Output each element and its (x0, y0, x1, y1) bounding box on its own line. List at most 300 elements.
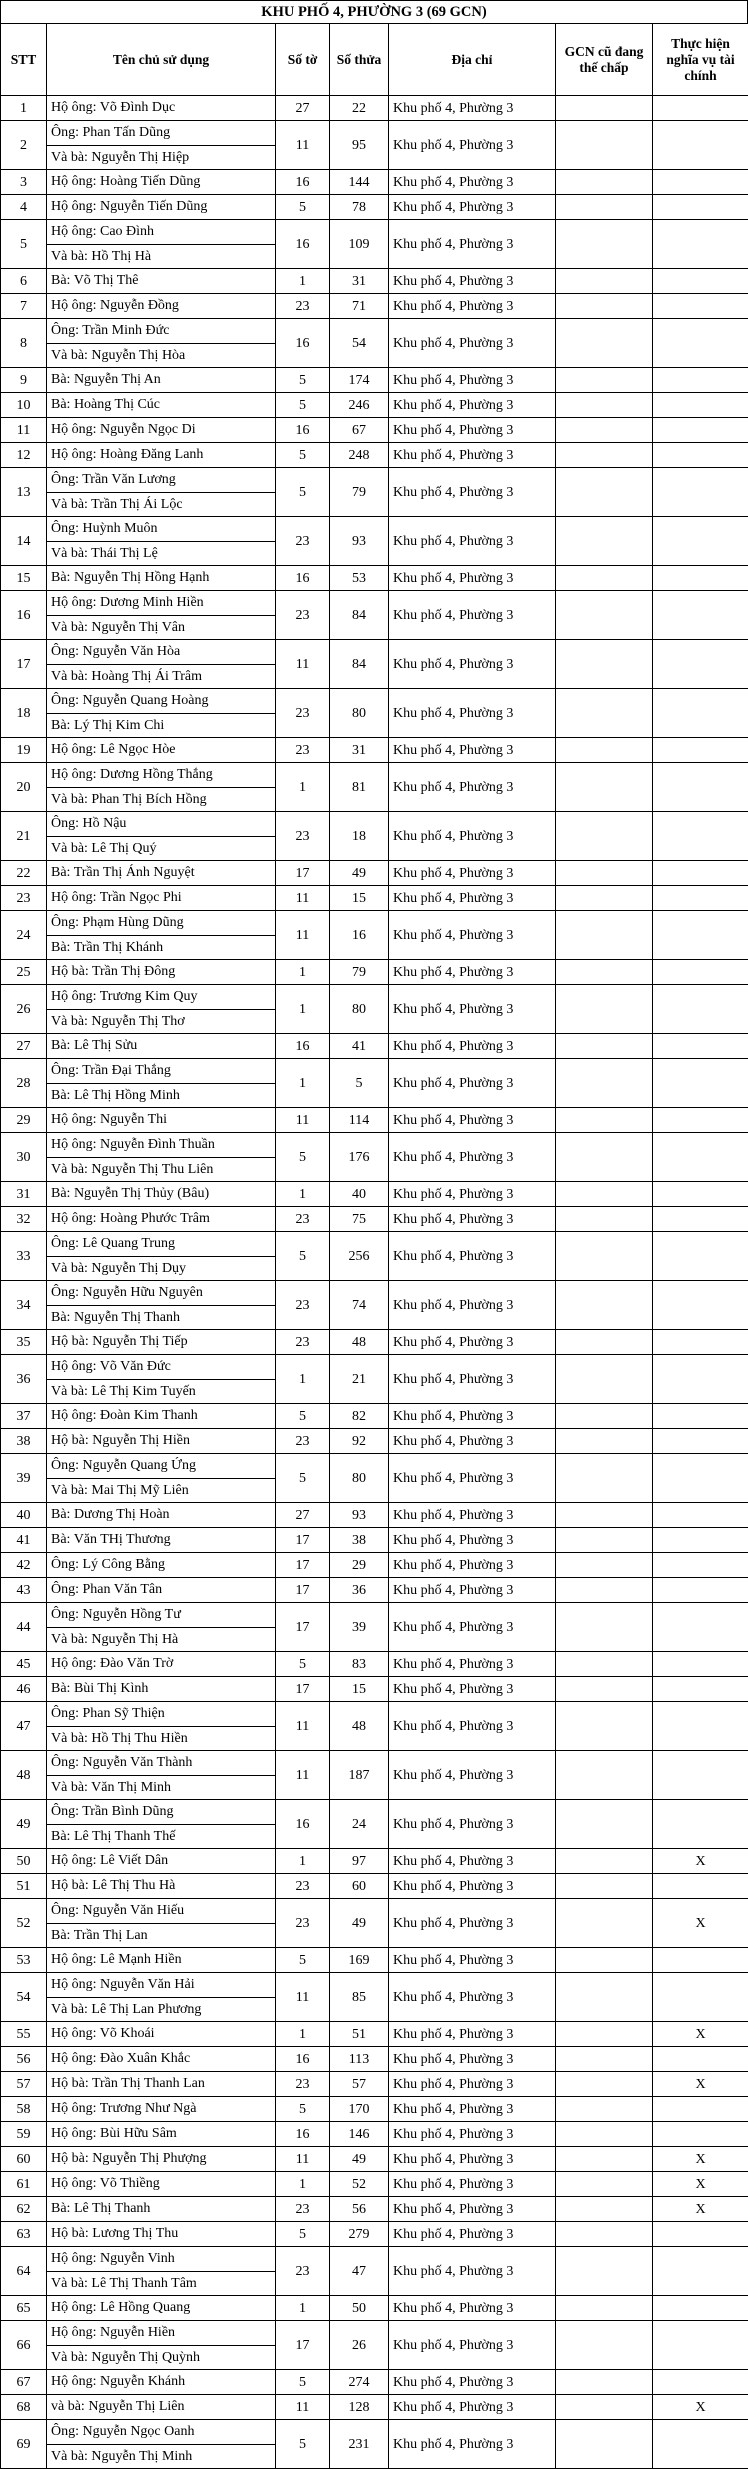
row-sheet-number: 27 (276, 96, 330, 121)
row-owner-names (47, 1603, 276, 1652)
row-plot-number: 75 (330, 1207, 389, 1232)
row-old-gcn-mortgaged (556, 170, 653, 195)
owner-name-line: Ông: Huỳnh Muôn (47, 517, 275, 541)
row-financial-obligation (653, 1133, 748, 1182)
row-owner-names (47, 2122, 276, 2147)
row-old-gcn-mortgaged (556, 1355, 653, 1404)
row-stt: 8 (1, 319, 47, 368)
row-financial-obligation (653, 1874, 748, 1899)
owner-name-line: Hộ ông: Lê Viết Dân (47, 1849, 275, 1873)
table-row (1, 121, 748, 170)
row-financial-obligation (653, 2047, 748, 2072)
row-plot-number: 78 (330, 195, 389, 220)
owner-name-line: Bà: Trần Thị Ánh Nguyệt (47, 861, 275, 885)
row-stt: 21 (1, 812, 47, 861)
row-financial-obligation (653, 1232, 748, 1281)
row-stt: 59 (1, 2122, 47, 2147)
row-stt: 62 (1, 2197, 47, 2222)
row-owner-names (47, 763, 276, 812)
row-sheet-number: 11 (276, 2147, 330, 2172)
row-address: Khu phố 4, Phường 3 (389, 2097, 556, 2122)
owner-name-line: Hộ ông: Lê Ngọc Hòe (47, 738, 275, 762)
row-sheet-number: 16 (276, 220, 330, 269)
row-plot-number: 5 (330, 1059, 389, 1108)
row-financial-obligation (653, 1948, 748, 1973)
row-financial-obligation (653, 1454, 748, 1503)
row-old-gcn-mortgaged (556, 1702, 653, 1751)
row-stt: 39 (1, 1454, 47, 1503)
owner-name-line: Bà: Lê Thị Thanh Thế (47, 1824, 275, 1848)
row-plot-number: 256 (330, 1232, 389, 1281)
header-owner-name: Tên chủ sử dụng (47, 24, 276, 96)
owner-name-line: Hộ ông: Võ Đình Dục (47, 96, 275, 120)
table-row (1, 1677, 748, 1702)
owner-name-line: Hộ ông: Trương Kim Quy (47, 985, 275, 1009)
row-owner-names (47, 1702, 276, 1751)
row-old-gcn-mortgaged (556, 2395, 653, 2420)
table-row (1, 2222, 748, 2247)
row-address: Khu phố 4, Phường 3 (389, 1059, 556, 1108)
row-stt: 20 (1, 763, 47, 812)
row-financial-obligation (653, 1034, 748, 1059)
row-plot-number: 85 (330, 1973, 389, 2022)
row-plot-number: 60 (330, 1874, 389, 1899)
row-address: Khu phố 4, Phường 3 (389, 2122, 556, 2147)
row-plot-number: 146 (330, 2122, 389, 2147)
row-address: Khu phố 4, Phường 3 (389, 1108, 556, 1133)
row-plot-number: 84 (330, 640, 389, 689)
row-address: Khu phố 4, Phường 3 (389, 517, 556, 566)
row-address: Khu phố 4, Phường 3 (389, 2072, 556, 2097)
row-financial-obligation (653, 368, 748, 393)
row-plot-number: 39 (330, 1603, 389, 1652)
owner-name-line: Và bà: Nguyễn Thị Vân (47, 615, 275, 639)
row-stt: 27 (1, 1034, 47, 1059)
row-address: Khu phố 4, Phường 3 (389, 2321, 556, 2370)
table-row (1, 640, 748, 689)
row-plot-number: 57 (330, 2072, 389, 2097)
row-address: Khu phố 4, Phường 3 (389, 591, 556, 640)
row-address: Khu phố 4, Phường 3 (389, 368, 556, 393)
owner-name-line: Hộ ông: Hoàng Đăng Lanh (47, 443, 275, 467)
row-plot-number: 52 (330, 2172, 389, 2197)
row-plot-number: 29 (330, 1553, 389, 1578)
row-plot-number: 48 (330, 1330, 389, 1355)
row-address: Khu phố 4, Phường 3 (389, 1404, 556, 1429)
row-stt: 22 (1, 861, 47, 886)
row-stt: 26 (1, 985, 47, 1034)
row-owner-names (47, 1281, 276, 1330)
row-plot-number: 144 (330, 170, 389, 195)
row-plot-number: 36 (330, 1578, 389, 1603)
row-financial-obligation (653, 393, 748, 418)
owner-name-line: Bà: Trần Thị Khánh (47, 935, 275, 959)
row-old-gcn-mortgaged (556, 195, 653, 220)
row-plot-number: 128 (330, 2395, 389, 2420)
row-plot-number: 22 (330, 96, 389, 121)
row-owner-names (47, 443, 276, 468)
owner-name-line: Bà: Nguyễn Thị Hồng Hạnh (47, 566, 275, 590)
row-financial-obligation (653, 1503, 748, 1528)
row-old-gcn-mortgaged (556, 2072, 653, 2097)
row-address: Khu phố 4, Phường 3 (389, 2222, 556, 2247)
row-address: Khu phố 4, Phường 3 (389, 2247, 556, 2296)
owner-name-line: Hộ ông: Bùi Hữu Sâm (47, 2122, 275, 2146)
row-financial-obligation: X (653, 2022, 748, 2047)
row-owner-names (47, 1849, 276, 1874)
owner-name-line: Và bà: Trần Thị Ái Lộc (47, 492, 275, 516)
row-sheet-number: 5 (276, 1948, 330, 1973)
owner-name-line: Bà: Nguyễn Thị Thanh (47, 1305, 275, 1329)
row-old-gcn-mortgaged (556, 418, 653, 443)
row-plot-number: 248 (330, 443, 389, 468)
owner-name-line: Và bà: Nguyễn Thị Hà (47, 1627, 275, 1651)
row-plot-number: 47 (330, 2247, 389, 2296)
row-financial-obligation (653, 96, 748, 121)
owner-name-line: Hộ ông: Võ Khoái (47, 2022, 275, 2046)
table-row (1, 2047, 748, 2072)
owner-name-line: Bà: Nguyễn Thị Thủy (Bâu) (47, 1182, 275, 1206)
row-old-gcn-mortgaged (556, 1503, 653, 1528)
row-stt: 35 (1, 1330, 47, 1355)
row-stt: 67 (1, 2370, 47, 2395)
row-address: Khu phố 4, Phường 3 (389, 2370, 556, 2395)
row-stt: 19 (1, 738, 47, 763)
row-owner-names (47, 985, 276, 1034)
owner-name-line: và bà: Nguyễn Thị Liên (47, 2395, 275, 2419)
row-old-gcn-mortgaged (556, 1404, 653, 1429)
row-owner-names (47, 517, 276, 566)
row-sheet-number: 5 (276, 2370, 330, 2395)
row-owner-names (47, 566, 276, 591)
table-row (1, 812, 748, 861)
table-row (1, 1603, 748, 1652)
row-financial-obligation (653, 1973, 748, 2022)
table-row (1, 1232, 748, 1281)
row-stt: 18 (1, 689, 47, 738)
row-sheet-number: 1 (276, 2296, 330, 2321)
table-row (1, 1973, 748, 2022)
row-owner-names (47, 220, 276, 269)
row-old-gcn-mortgaged (556, 1874, 653, 1899)
owner-name-line: Hộ ông: Đoàn Kim Thanh (47, 1404, 275, 1428)
row-sheet-number: 11 (276, 1751, 330, 1800)
header-stt: STT (1, 24, 47, 96)
table-row (1, 1059, 748, 1108)
row-plot-number: 231 (330, 2420, 389, 2469)
row-stt: 51 (1, 1874, 47, 1899)
table-row (1, 170, 748, 195)
row-stt: 33 (1, 1232, 47, 1281)
owner-name-line: Ông: Trần Bình Dũng (47, 1800, 275, 1824)
table-row (1, 886, 748, 911)
row-financial-obligation (653, 1429, 748, 1454)
owner-name-line: Bà: Lê Thị Sửu (47, 1034, 275, 1058)
owner-name-line: Và bà: Nguyễn Thị Thơ (47, 1009, 275, 1033)
header-financial-obligation: Thực hiện nghĩa vụ tài chính (653, 24, 748, 96)
row-address: Khu phố 4, Phường 3 (389, 1133, 556, 1182)
owner-name-line: Hộ bà: Nguyễn Thị Phượng (47, 2147, 275, 2171)
row-owner-names (47, 269, 276, 294)
header-sheet-number: Số tờ (276, 24, 330, 96)
row-sheet-number: 11 (276, 640, 330, 689)
row-owner-names (47, 1553, 276, 1578)
row-plot-number: 109 (330, 220, 389, 269)
owner-name-line: Ông: Lê Quang Trung (47, 1232, 275, 1256)
row-stt: 34 (1, 1281, 47, 1330)
row-financial-obligation (653, 1677, 748, 1702)
row-owner-names (47, 195, 276, 220)
owner-name-line: Hộ ông: Lê Mạnh Hiền (47, 1948, 275, 1972)
row-stt: 42 (1, 1553, 47, 1578)
owner-name-line: Và bà: Phan Thị Bích Hồng (47, 787, 275, 811)
row-old-gcn-mortgaged (556, 886, 653, 911)
header-plot-number: Số thửa (330, 24, 389, 96)
row-address: Khu phố 4, Phường 3 (389, 319, 556, 368)
row-financial-obligation (653, 1330, 748, 1355)
row-address: Khu phố 4, Phường 3 (389, 1603, 556, 1652)
owner-name-line: Bà: Lê Thị Hồng Minh (47, 1083, 275, 1107)
row-old-gcn-mortgaged (556, 319, 653, 368)
row-old-gcn-mortgaged (556, 517, 653, 566)
owner-name-line: Hộ ông: Nguyễn Khánh (47, 2370, 275, 2394)
row-sheet-number: 23 (276, 1899, 330, 1948)
row-stt: 3 (1, 170, 47, 195)
row-sheet-number: 17 (276, 1578, 330, 1603)
row-stt: 45 (1, 1652, 47, 1677)
row-owner-names (47, 1454, 276, 1503)
table-row (1, 1281, 748, 1330)
table-row (1, 2172, 748, 2197)
owner-name-line: Hộ ông: Nguyễn Đồng (47, 294, 275, 318)
row-financial-obligation: X (653, 1849, 748, 1874)
table-row (1, 960, 748, 985)
row-owner-names (47, 911, 276, 960)
owner-name-line: Hộ ông: Nguyễn Đình Thuần (47, 1133, 275, 1157)
row-stt: 69 (1, 2420, 47, 2469)
row-financial-obligation (653, 2321, 748, 2370)
row-owner-names (47, 591, 276, 640)
header-row (1, 24, 748, 96)
row-address: Khu phố 4, Phường 3 (389, 1182, 556, 1207)
row-stt: 5 (1, 220, 47, 269)
row-owner-names (47, 1034, 276, 1059)
row-owner-names (47, 689, 276, 738)
row-sheet-number: 16 (276, 566, 330, 591)
row-plot-number: 24 (330, 1800, 389, 1849)
row-stt: 60 (1, 2147, 47, 2172)
row-sheet-number: 5 (276, 1404, 330, 1429)
row-old-gcn-mortgaged (556, 2321, 653, 2370)
row-address: Khu phố 4, Phường 3 (389, 763, 556, 812)
owner-name-line: Ông: Nguyễn Quang Ứng (47, 1454, 275, 1478)
row-address: Khu phố 4, Phường 3 (389, 1034, 556, 1059)
owner-name-line: Ông: Nguyễn Văn Hiếu (47, 1899, 275, 1923)
row-owner-names (47, 2222, 276, 2247)
row-address: Khu phố 4, Phường 3 (389, 294, 556, 319)
row-stt: 29 (1, 1108, 47, 1133)
table-row (1, 443, 748, 468)
row-stt: 28 (1, 1059, 47, 1108)
row-old-gcn-mortgaged (556, 1603, 653, 1652)
owner-name-line: Và bà: Nguyễn Thị Quỳnh (47, 2345, 275, 2369)
row-stt: 64 (1, 2247, 47, 2296)
row-sheet-number: 17 (276, 1677, 330, 1702)
row-financial-obligation (653, 2097, 748, 2122)
owner-name-line: Và bà: Nguyễn Thị Minh (47, 2444, 275, 2468)
owner-name-line: Và bà: Nguyễn Thị Hòa (47, 343, 275, 367)
row-address: Khu phố 4, Phường 3 (389, 1578, 556, 1603)
row-old-gcn-mortgaged (556, 1232, 653, 1281)
row-owner-names (47, 886, 276, 911)
row-sheet-number: 5 (276, 2420, 330, 2469)
owner-name-line: Hộ ông: Lê Hồng Quang (47, 2296, 275, 2320)
owner-name-line: Ông: Hồ Nậu (47, 812, 275, 836)
row-financial-obligation (653, 2122, 748, 2147)
table-row (1, 2072, 748, 2097)
row-old-gcn-mortgaged (556, 294, 653, 319)
row-owner-names (47, 1751, 276, 1800)
row-owner-names (47, 1182, 276, 1207)
row-sheet-number: 5 (276, 1232, 330, 1281)
table-row (1, 738, 748, 763)
row-financial-obligation: X (653, 2072, 748, 2097)
row-old-gcn-mortgaged (556, 468, 653, 517)
row-stt: 1 (1, 96, 47, 121)
row-address: Khu phố 4, Phường 3 (389, 1232, 556, 1281)
table-row (1, 294, 748, 319)
row-plot-number: 79 (330, 960, 389, 985)
row-owner-names (47, 2395, 276, 2420)
row-stt: 57 (1, 2072, 47, 2097)
row-sheet-number: 5 (276, 368, 330, 393)
row-address: Khu phố 4, Phường 3 (389, 1503, 556, 1528)
row-sheet-number: 1 (276, 1849, 330, 1874)
row-owner-names (47, 2420, 276, 2469)
row-old-gcn-mortgaged (556, 1677, 653, 1702)
row-stt: 49 (1, 1800, 47, 1849)
row-plot-number: 15 (330, 1677, 389, 1702)
row-financial-obligation (653, 591, 748, 640)
row-sheet-number: 1 (276, 2172, 330, 2197)
row-stt: 16 (1, 591, 47, 640)
row-plot-number: 15 (330, 886, 389, 911)
row-financial-obligation (653, 2296, 748, 2321)
row-sheet-number: 16 (276, 2047, 330, 2072)
row-stt: 50 (1, 1849, 47, 1874)
row-owner-names (47, 2172, 276, 2197)
row-address: Khu phố 4, Phường 3 (389, 96, 556, 121)
owner-name-line: Hộ bà: Trần Thị Đông (47, 960, 275, 984)
row-address: Khu phố 4, Phường 3 (389, 1528, 556, 1553)
owner-name-line: Và bà: Mai Thị Mỹ Liên (47, 1478, 275, 1502)
row-address: Khu phố 4, Phường 3 (389, 195, 556, 220)
row-address: Khu phố 4, Phường 3 (389, 1330, 556, 1355)
row-stt: 6 (1, 269, 47, 294)
row-plot-number: 49 (330, 861, 389, 886)
row-owner-names (47, 1899, 276, 1948)
row-stt: 17 (1, 640, 47, 689)
row-old-gcn-mortgaged (556, 1034, 653, 1059)
row-financial-obligation (653, 517, 748, 566)
table-row (1, 2147, 748, 2172)
row-old-gcn-mortgaged (556, 2197, 653, 2222)
row-plot-number: 38 (330, 1528, 389, 1553)
row-stt: 10 (1, 393, 47, 418)
table-row (1, 1899, 748, 1948)
row-plot-number: 92 (330, 1429, 389, 1454)
row-sheet-number: 5 (276, 195, 330, 220)
table-row (1, 269, 748, 294)
row-financial-obligation (653, 985, 748, 1034)
row-old-gcn-mortgaged (556, 2022, 653, 2047)
table-row (1, 2395, 748, 2420)
row-plot-number: 56 (330, 2197, 389, 2222)
row-stt: 15 (1, 566, 47, 591)
row-financial-obligation (653, 763, 748, 812)
row-old-gcn-mortgaged (556, 2247, 653, 2296)
row-address: Khu phố 4, Phường 3 (389, 1973, 556, 2022)
owner-name-line: Hộ bà: Nguyễn Thị Hiền (47, 1429, 275, 1453)
row-old-gcn-mortgaged (556, 1330, 653, 1355)
row-address: Khu phố 4, Phường 3 (389, 886, 556, 911)
row-old-gcn-mortgaged (556, 1207, 653, 1232)
owner-name-line: Và bà: Văn Thị Minh (47, 1775, 275, 1799)
row-plot-number: 176 (330, 1133, 389, 1182)
row-financial-obligation (653, 1553, 748, 1578)
table-body (1, 96, 748, 2469)
owner-name-line: Ông: Trần Minh Đức (47, 319, 275, 343)
row-plot-number: 174 (330, 368, 389, 393)
row-plot-number: 170 (330, 2097, 389, 2122)
row-sheet-number: 23 (276, 517, 330, 566)
row-financial-obligation (653, 319, 748, 368)
row-owner-names (47, 170, 276, 195)
owner-name-line: Ông: Trần Văn Lương (47, 468, 275, 492)
row-old-gcn-mortgaged (556, 1454, 653, 1503)
row-old-gcn-mortgaged (556, 1899, 653, 1948)
row-sheet-number: 11 (276, 121, 330, 170)
table-row (1, 566, 748, 591)
row-financial-obligation (653, 812, 748, 861)
row-old-gcn-mortgaged (556, 985, 653, 1034)
row-plot-number: 246 (330, 393, 389, 418)
row-plot-number: 93 (330, 1503, 389, 1528)
row-sheet-number: 23 (276, 2072, 330, 2097)
row-financial-obligation (653, 1281, 748, 1330)
row-address: Khu phố 4, Phường 3 (389, 960, 556, 985)
table-row (1, 2321, 748, 2370)
row-stt: 25 (1, 960, 47, 985)
row-stt: 68 (1, 2395, 47, 2420)
owner-name-line: Bà: Dương Thị Hoàn (47, 1503, 275, 1527)
owner-name-line: Hộ bà: Trần Thị Thanh Lan (47, 2072, 275, 2096)
row-old-gcn-mortgaged (556, 763, 653, 812)
row-sheet-number: 23 (276, 738, 330, 763)
row-plot-number: 114 (330, 1108, 389, 1133)
table-row (1, 468, 748, 517)
owner-name-line: Bà: Bùi Thị Kình (47, 1677, 275, 1701)
row-owner-names (47, 1232, 276, 1281)
owners-table (0, 23, 748, 2469)
row-old-gcn-mortgaged (556, 2296, 653, 2321)
row-address: Khu phố 4, Phường 3 (389, 1800, 556, 1849)
row-financial-obligation (653, 2370, 748, 2395)
row-old-gcn-mortgaged (556, 911, 653, 960)
row-plot-number: 169 (330, 1948, 389, 1973)
table-row (1, 1355, 748, 1404)
row-financial-obligation: X (653, 2147, 748, 2172)
